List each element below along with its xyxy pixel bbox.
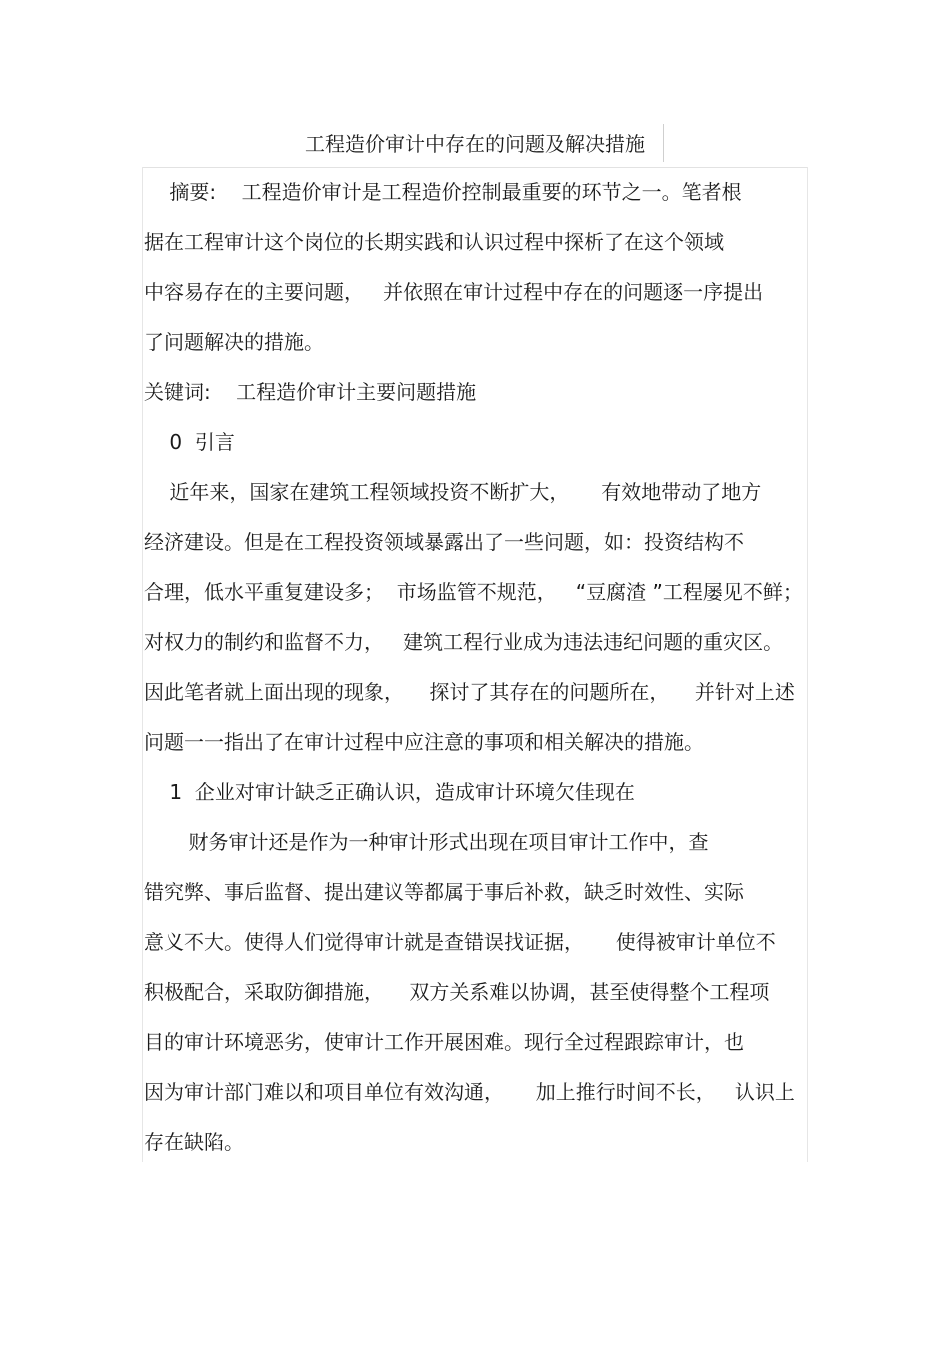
- section-1-line-3: 意义不大。使得人们觉得审计就是查错误找证据， 使得被审计单位不: [144, 930, 776, 954]
- section-1-line-6: 因为审计部门难以和项目单位有效沟通， 加上推行时间不长， 认识上: [144, 1080, 795, 1104]
- abstract-line-3: 中容易存在的主要问题， 并依照在审计过程中存在的问题逐一序提出: [144, 280, 764, 304]
- section-0-heading: 0 引言: [144, 430, 235, 454]
- section-1-line-2: 错究弊、事后监督、提出建议等都属于事后补救，缺乏时效性、实际: [144, 880, 744, 904]
- intro-line-4: 对权力的制约和监督不力， 建筑工程行业成为违法违纪问题的重灾区。: [144, 630, 784, 654]
- section-1-line-4: 积极配合，采取防御措施， 双方关系难以协调，甚至使得整个工程项: [144, 980, 770, 1004]
- content-frame-right: [807, 167, 808, 1162]
- abstract-line-2: 据在工程审计这个岗位的长期实践和认识过程中探析了在这个领域: [144, 230, 724, 254]
- intro-line-5: 因此笔者就上面出现的现象， 探讨了其存在的问题所在， 并针对上述: [144, 680, 795, 704]
- abstract-line-1: 摘要: 工程造价审计是工程造价控制最重要的环节之一。笔者根: [144, 180, 742, 204]
- document-title: 工程造价审计中存在的问题及解决措施: [305, 132, 645, 156]
- intro-line-1: 近年来，国家在建筑工程领域投资不断扩大， 有效地带动了地方: [144, 480, 762, 504]
- section-1-line-5: 目的审计环境恶劣，使审计工作开展困难。现行全过程跟踪审计，也: [144, 1030, 744, 1054]
- content-frame-top: [142, 167, 808, 168]
- content-frame-left: [142, 167, 143, 1162]
- keywords-line: 关键词: 工程造价审计主要问题措施: [144, 380, 477, 404]
- abstract-line-4: 了问题解决的措施。: [144, 330, 324, 354]
- intro-line-6: 问题一一指出了在审计过程中应注意的事项和相关解决的措施。: [144, 730, 704, 754]
- section-1-line-1: 财务审计还是作为一种审计形式出现在项目审计工作中，查: [144, 830, 709, 854]
- intro-line-2: 经济建设。但是在工程投资领域暴露出了一些问题，如：投资结构不: [144, 530, 744, 554]
- intro-line-3: 合理，低水平重复建设多； 市场监管不规范， “豆腐渣 ”工程屡见不鲜；: [144, 580, 803, 604]
- section-1-heading: 1 企业对审计缺乏正确认识，造成审计环境欠佳现在: [144, 780, 635, 804]
- section-1-line-7: 存在缺陷。: [144, 1130, 244, 1154]
